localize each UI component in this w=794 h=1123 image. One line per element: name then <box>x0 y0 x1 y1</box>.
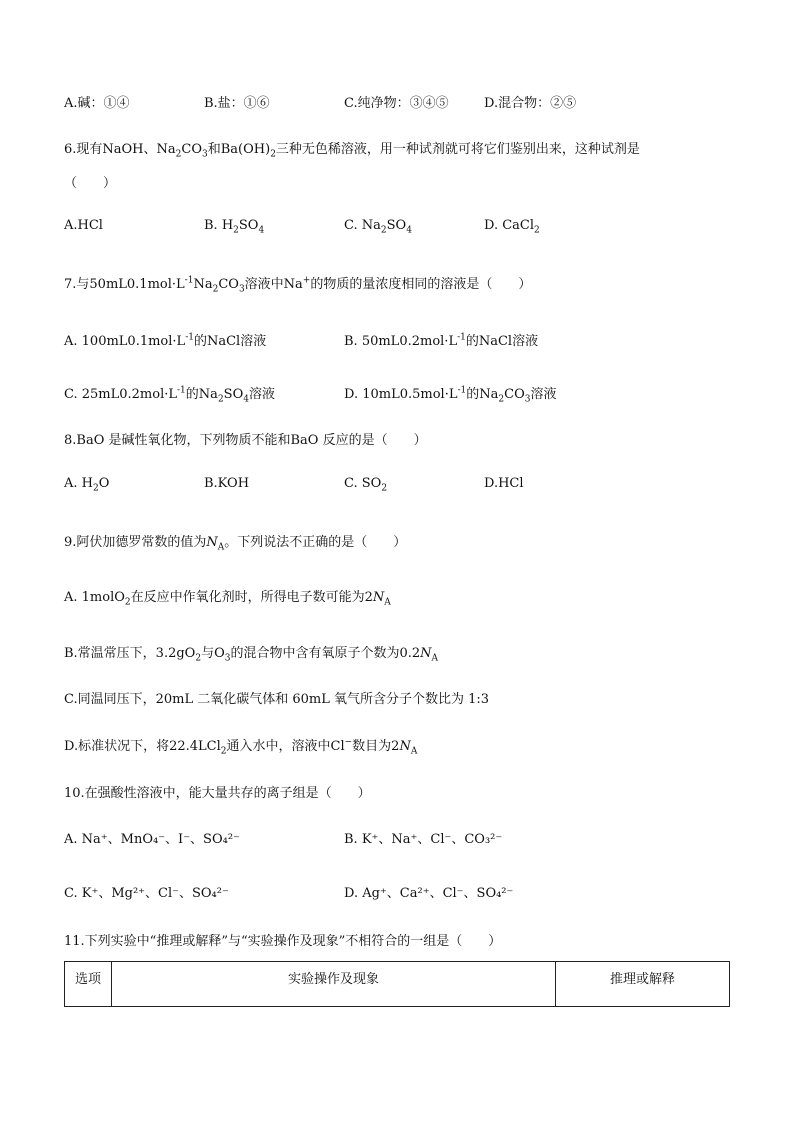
q5-option-d: D.混合物：②⑤ <box>484 96 577 111</box>
q11-table <box>64 961 730 1007</box>
q6-stem: 6.现有NaOH、$Na_2CO_3$和$Ba(OH)_2$三种无色稀溶液，用一种试剂就可将它们鉴别出来，这种试剂是 <box>64 142 640 160</box>
q7-option-d: D. $10mL0.5mol\cdot L^{-1}$的$Na_2CO_3$溶液 <box>344 385 557 405</box>
q8-option-d: D.HCl <box>484 476 524 491</box>
q9-option-a: A. 1molO$_2$在反应中作氧化剂时，所得电子数可能为$2N_A$ <box>64 590 391 608</box>
table-header-row <box>65 962 730 1007</box>
q10-stem: 10.在强酸性溶液中，能大量共存的离子组是（ ） <box>64 786 371 801</box>
q6-option-c: C. $Na_2SO_4$ <box>344 218 412 236</box>
q6-option-d: D. CaCl$_2$ <box>484 218 540 236</box>
q11-stem: 11.下列实验中“推理或解释”与“实验操作及现象”不相符合的一组是（ ） <box>64 934 502 949</box>
q5-option-b: B.盐：①⑥ <box>204 96 270 111</box>
header-operation: 实验操作及现象 <box>112 962 556 1007</box>
q5-option-a: A.碱：①④ <box>64 96 130 111</box>
q5-option-c: C.纯净物：③④⑤ <box>344 96 449 111</box>
q6-paren: （ ） <box>64 176 117 191</box>
q8-option-a: A. $H_2O$ <box>64 476 110 494</box>
q10-option-d: D. Ag⁺、Ca²⁺、Cl⁻、SO₄²⁻ <box>344 886 514 901</box>
q10-option-c: C. K⁺、Mg²⁺、Cl⁻、SO₄²⁻ <box>64 886 229 901</box>
q8-option-b: B.KOH <box>204 476 250 491</box>
q8-option-c: C. $SO_2$ <box>344 476 388 494</box>
q7-option-b: B. $50mL0.2mol\cdot L^{-1}$的NaCl溶液 <box>344 332 539 349</box>
q6-option-b: B. $H_2SO_4$ <box>204 218 265 236</box>
q9-option-b: B.常温常压下，$3.2gO_2$与$O_3$的混合物中含有氧原子个数为$0.2N_A$ <box>64 646 439 664</box>
q9-option-c: C.同温同压下，20mL 二氧化碳气体和 60mL 氧气所含分子个数比为 1:3 <box>64 692 490 707</box>
q7-stem: 7.与$50mL0.1mol\cdot L^{-1}Na_2CO_3$溶液中Na+的物质的量浓度相同的溶液是（ ） <box>64 275 532 295</box>
q9-option-d: D.标准状况下，将22.4LCl$_2$通入水中，溶液中Cl−数目为$2N_A$ <box>64 737 418 757</box>
q9-stem: 9.阿伏加德罗常数的值为$N_A$。下列说法不正确的是（ ） <box>64 535 407 553</box>
q8-stem: 8.BaO 是碱性氧化物，下列物质不能和BaO 反应的是（ ） <box>64 433 427 448</box>
q7-option-a: A. $100mL0.1mol\cdot L^{-1}$的NaCl溶液 <box>64 332 267 349</box>
header-reasoning: 推理或解释 <box>556 962 730 1007</box>
q6-option-a: A.HCl <box>64 218 103 233</box>
q10-option-b: B. K⁺、Na⁺、Cl⁻、CO₃²⁻ <box>344 832 503 847</box>
q7-option-c: C. $25mL0.2mol\cdot L^{-1}$的$Na_2SO_4$溶液 <box>64 385 275 405</box>
header-option: 选项 <box>65 962 112 1007</box>
q10-option-a: A. Na⁺、MnO₄⁻、I⁻、SO₄²⁻ <box>64 832 240 847</box>
